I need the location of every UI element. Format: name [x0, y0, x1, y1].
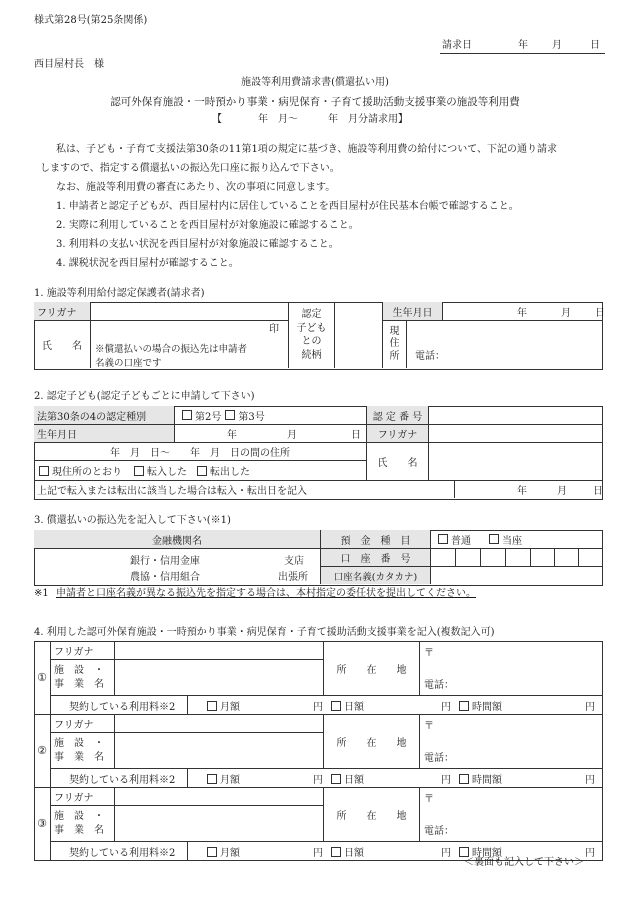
s2-furigana-input[interactable]	[428, 424, 602, 442]
s4-monthly-checkbox[interactable]	[207, 847, 217, 857]
s4-daily-checkbox[interactable]	[331, 847, 341, 857]
claim-day: 日	[590, 40, 600, 51]
s4-row-number: ②	[37, 743, 47, 757]
s4-furigana-label: フリガナ	[50, 641, 114, 659]
s4-facility-block	[34, 641, 603, 715]
consent-4: 4. 課税状況を西目屋村が確認すること。	[56, 258, 239, 269]
s3-acct-no-label: 口 座 番 号	[320, 548, 430, 566]
period-bracket: 【	[212, 114, 222, 125]
s4-daily-checkbox[interactable]	[331, 701, 341, 711]
s4-monthly-checkbox[interactable]	[207, 774, 217, 784]
s4-furigana-input[interactable]	[114, 787, 323, 805]
doc-title: 施設等利用費請求書(償還払い用)	[241, 77, 389, 88]
s4-location-label: 所 在 地	[323, 787, 419, 841]
s2-same-checkbox[interactable]	[39, 466, 49, 476]
intro-line-1: 私は、子ども・子育て支援法第30条の11第1項の規定に基づき、施設等利用費の給付について、下記の通り請求	[56, 144, 558, 155]
consent-1: 1. 申請者と認定子どもが、西目屋村内に居住していることを西目屋村が住民基本台帳で確認すること。	[56, 201, 519, 212]
section-2-table	[34, 406, 603, 500]
claim-month: 月	[552, 40, 562, 51]
s3-acct-digit[interactable]	[578, 548, 602, 566]
s4-facility-input[interactable]	[114, 732, 323, 768]
s1-name-label: 氏 名	[34, 320, 90, 368]
s3-acct-digit[interactable]	[455, 548, 480, 566]
s4-postal-mark: 〒	[424, 794, 434, 805]
s4-fee-row: 契約している利用料※2 月額 円 日額 円 時間額 円	[50, 695, 602, 714]
s3-acct-name-input[interactable]	[430, 566, 602, 584]
s2-moved-date-input[interactable]: 年 月 日	[454, 480, 602, 498]
addressee: 西目屋村長 様	[34, 59, 104, 70]
s2-cert-input[interactable]	[428, 406, 602, 424]
s2-moved-in-checkbox[interactable]	[134, 466, 144, 476]
s3-acct-digit[interactable]	[480, 548, 505, 566]
section-1-heading: 1. 施設等利用給付認定保護者(請求者)	[34, 288, 205, 299]
s4-location-input[interactable]	[419, 787, 602, 841]
s3-deposit-options: 普通 当座	[430, 530, 602, 548]
s1-relation-label: 認定 子ども との 続柄	[288, 302, 334, 368]
consent-2: 2. 実際に利用していることを西目屋村が対象施設に確認すること。	[56, 220, 359, 231]
s4-facility-label: 施 設 ・ 事 業 名	[50, 805, 114, 841]
s2-type-label: 法第30条の4の認定種別	[34, 406, 174, 424]
seal-mark: 印	[269, 324, 279, 335]
intro-line-3: なお、施設等利用費の審査にあたり、次の事項に同意します。	[56, 182, 336, 193]
claim-year: 年	[518, 40, 528, 51]
s2-moved-note: 上記で転入または転出に該当した場合は転入・転出日を記入	[34, 480, 454, 498]
s4-fee-row: 契約している利用料※2 月額 円 日額 円 時間額 円	[50, 841, 602, 860]
s2-dob-input[interactable]: 年 月 日	[174, 424, 366, 442]
s4-hourly-checkbox[interactable]	[459, 774, 469, 784]
s4-location-label: 所 在 地	[323, 714, 419, 768]
s4-facility-block	[34, 787, 603, 861]
s4-location-input[interactable]	[419, 641, 602, 695]
s1-furigana-label: フリガナ	[34, 302, 90, 320]
s1-note-2: 名義の口座です	[95, 358, 162, 369]
s4-hourly-checkbox[interactable]	[459, 701, 469, 711]
s2-opt3-checkbox[interactable]	[225, 410, 235, 420]
s2-dob-label: 生年月日	[34, 424, 174, 442]
s1-relation-input[interactable]	[334, 302, 382, 368]
s4-furigana-input[interactable]	[114, 641, 323, 659]
s1-address-input[interactable]	[406, 320, 602, 368]
s4-tel-label: 電話：	[424, 753, 454, 764]
claim-date-label: 請求日	[442, 40, 472, 51]
s4-facility-input[interactable]	[114, 805, 323, 841]
form-number: 様式第28号(第25条関係)	[34, 15, 148, 26]
s2-name-label: 氏 名	[366, 442, 428, 480]
claim-period: 年 月～ 年 月分請求用】	[258, 114, 408, 125]
footer-note: ＜裏面も記入して下さい＞	[464, 857, 584, 868]
s2-period-label: 年 月 日～ 年 月 日の間の住所	[34, 442, 366, 460]
s4-postal-mark: 〒	[424, 721, 434, 732]
s4-facility-label: 施 設 ・ 事 業 名	[50, 732, 114, 768]
s1-address-label: 現 住 所	[382, 320, 406, 368]
s4-fee-row: 契約している利用料※2 月額 円 日額 円 時間額 円	[50, 768, 602, 787]
section-3-heading: 3. 償還払いの振込先を記入して下さい(※1)	[34, 515, 231, 526]
s3-acct-digit[interactable]	[554, 548, 578, 566]
s3-acct-digit[interactable]	[530, 548, 554, 566]
s2-moved-out-checkbox[interactable]	[197, 466, 207, 476]
s4-facility-block	[34, 714, 603, 788]
s4-tel-label: 電話：	[424, 826, 454, 837]
s4-postal-mark: 〒	[424, 648, 434, 659]
s3-ordinary-checkbox[interactable]	[438, 534, 448, 544]
claim-date-underline	[440, 53, 605, 54]
s3-acct-name-label: 口座名義(カタカナ)	[320, 566, 430, 584]
section-2-heading: 2. 認定子ども(認定子どもごとに申請して下さい)	[34, 391, 255, 402]
section-4-heading: 4. 利用した認可外保育施設・一時預かり事業・病児保育・子育て援助活動支援事業を記入(複数記入可)	[34, 627, 495, 638]
s3-acct-digit[interactable]	[430, 548, 455, 566]
s3-bank-name-label: 金融機関名	[34, 530, 320, 548]
s4-furigana-label: フリガナ	[50, 714, 114, 732]
s2-residence-options: 現住所のとおり 転入した 転出した	[34, 460, 366, 480]
consent-3: 3. 利用料の支払い状況を西目屋村が対象施設に確認すること。	[56, 239, 339, 250]
s4-facility-input[interactable]	[114, 659, 323, 695]
s1-dob-label: 生年月日	[382, 302, 442, 320]
s1-furigana-input[interactable]	[90, 302, 288, 320]
s3-bank-input[interactable]: 銀行・信用金庫 支店 農協・信用組合 出張所	[34, 548, 320, 584]
s2-name-input[interactable]	[428, 442, 602, 480]
s4-tel-label: 電話：	[424, 680, 454, 691]
s4-monthly-checkbox[interactable]	[207, 701, 217, 711]
s4-furigana-input[interactable]	[114, 714, 323, 732]
section-1-table	[34, 302, 603, 370]
section-3-table	[34, 530, 603, 586]
s2-opt2-checkbox[interactable]	[182, 410, 192, 420]
s4-location-input[interactable]	[419, 714, 602, 768]
s2-furigana-label: フリガナ	[366, 424, 428, 442]
s4-facility-label: 施 設 ・ 事 業 名	[50, 659, 114, 695]
s2-type-options: 第2号 第3号	[174, 406, 366, 424]
s1-dob-input[interactable]: 年 月 日	[442, 302, 602, 320]
s3-note: 申請者と口座名義が異なる振込先を指定する場合は、本村指定の委任状を提出してください。	[56, 588, 476, 599]
doc-subtitle: 認可外保育施設・一時預かり事業・病児保育・子育て援助活動支援事業の施設等利用費	[110, 96, 520, 108]
s3-note-mark: ※1	[34, 588, 49, 599]
s3-current-checkbox[interactable]	[489, 534, 499, 544]
s4-row-number: ③	[37, 816, 47, 830]
s3-acct-digit[interactable]	[505, 548, 530, 566]
s4-furigana-label: フリガナ	[50, 787, 114, 805]
s4-row-number: ①	[37, 670, 47, 684]
s1-note-1: ※償還払いの場合の振込先は申請者	[95, 344, 248, 355]
s2-cert-label: 認 定 番 号	[366, 406, 428, 424]
s3-deposit-label: 預 金 種 目	[320, 530, 430, 548]
s1-tel-label: 電話：	[415, 351, 445, 362]
intro-line-2: しますので、指定する償還払いの振込先口座に振り込んで下さい。	[40, 163, 340, 174]
s4-location-label: 所 在 地	[323, 641, 419, 695]
s1-name-input[interactable]	[90, 320, 288, 368]
s4-hourly-checkbox[interactable]	[459, 847, 469, 857]
s4-daily-checkbox[interactable]	[331, 774, 341, 784]
